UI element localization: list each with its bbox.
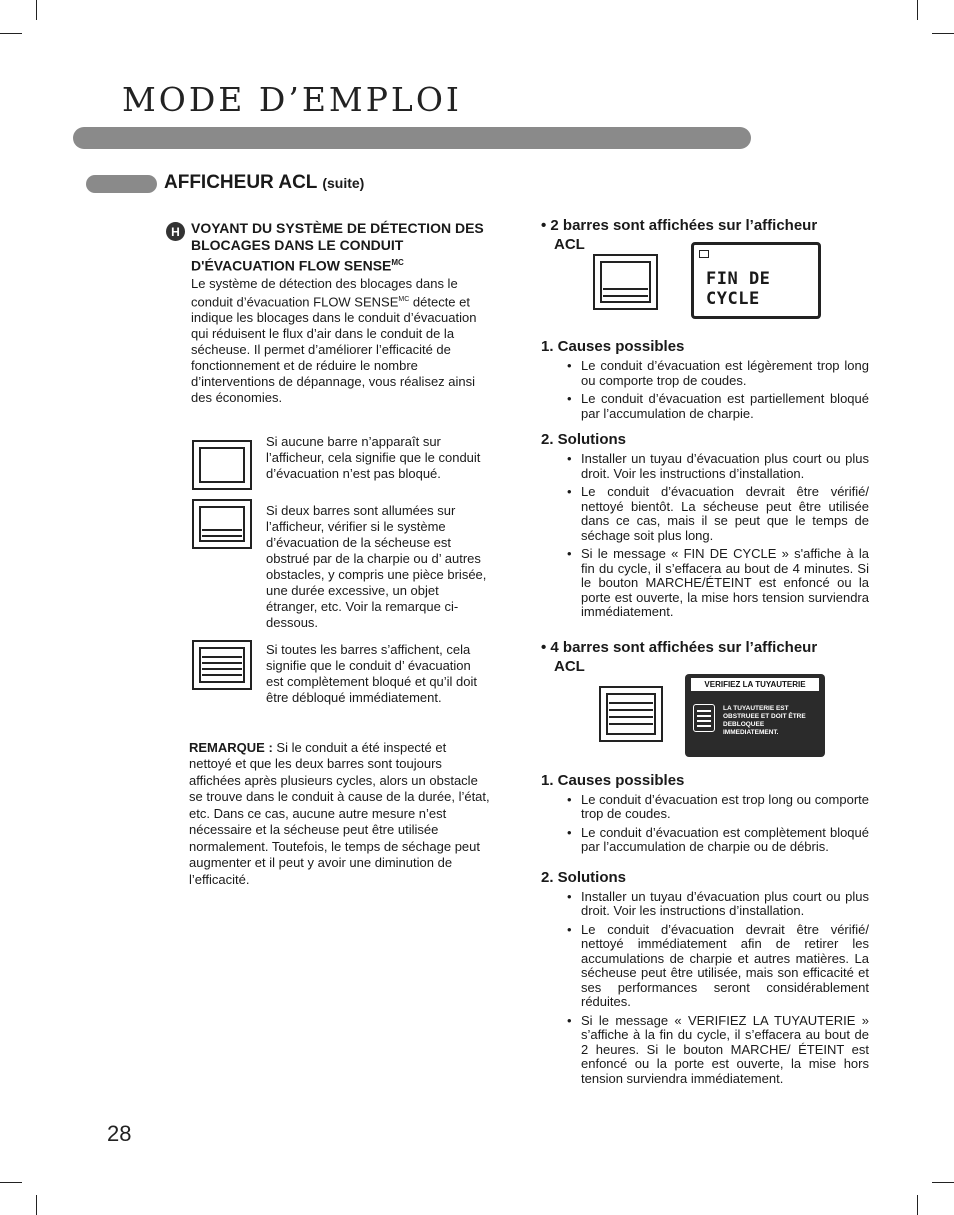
indicator-two-bars — [192, 503, 492, 631]
intro-sup: MC — [398, 295, 410, 303]
list-item: • Si le message « FIN DE CYCLE » s'affiche à la fin du cycle, il s’effacera au bout de 4 minutes. Si le bouton MARCHE/ÉTEINT est enfoncé ou la porte est ouverte, la mise hors tension surviendra immédiatement. — [541, 547, 869, 620]
duct-bar — [202, 529, 242, 531]
lcd-verifiez-tuyauterie — [685, 674, 825, 757]
causes-title: 1. Causes possibles — [541, 338, 685, 355]
four-bar-duct-icon — [192, 640, 252, 690]
two-bars-figure — [541, 254, 869, 338]
crop-mark — [917, 1195, 918, 1215]
lcd-text: FIN DE CYCLE — [706, 269, 771, 309]
lcd-mini-icon — [699, 250, 709, 258]
flow-sense-title-sup: MC — [391, 258, 404, 267]
remark-label: REMARQUE : — [189, 739, 273, 755]
duct-bar — [609, 716, 653, 718]
duct-frame — [199, 647, 245, 683]
duct-bar — [603, 295, 648, 297]
intro-part1: Le système de détection des blocages dans le conduit d’évacuation FLOW SENSE — [191, 275, 458, 309]
four-bars-heading-line1: • 4 barres sont affichées sur l’afficheur — [541, 638, 818, 656]
section-title-suffix: (suite) — [322, 175, 365, 191]
indicator-text: Si deux barres sont allumées sur l’afficheur, vérifier si le système d’évacuation de la sécheuse est obstrué par de la charpie ou d’ autres obstacles, y compris une pièce brisée, une durée excessive, un objet étranger, etc. Voir la remarque ci-dessous. — [266, 502, 487, 630]
list-item: • Le conduit d’évacuation est partiellement bloqué par l’accumulation de charpie. — [541, 392, 869, 421]
flow-sense-heading — [166, 220, 492, 275]
page-number: 28 — [107, 1121, 132, 1146]
duct-frame — [606, 693, 656, 735]
list-item: • Le conduit d’évacuation est complètement bloqué par l’accumulation de charpie ou de débris. — [541, 826, 869, 855]
list-item: • Installer un tuyau d’évacuation plus court ou plus droit. Voir les instructions d’installation. — [541, 452, 869, 481]
section-title-text: AFFICHEUR ACL — [164, 172, 318, 193]
duct-bar — [609, 702, 653, 704]
lcd-duct-icon — [693, 704, 715, 732]
two-bars-heading-line1: • 2 barres sont affichées sur l’afficheur — [541, 217, 818, 234]
solutions-list — [541, 890, 869, 1087]
h-badge: H — [166, 222, 185, 241]
lcd-duct-bar — [697, 725, 711, 727]
list-item: • Le conduit d’évacuation est trop long ou comporte trop de coudes. — [541, 793, 869, 822]
duct-bar — [202, 656, 242, 658]
lcd-fin-de-cycle — [691, 242, 821, 319]
crop-mark — [36, 0, 37, 20]
lcd-header: VERIFIEZ LA TUYAUTERIE — [691, 678, 819, 691]
four-bar-duct-icon — [599, 686, 663, 742]
indicator-four-bars — [192, 642, 492, 706]
right-column — [541, 216, 869, 1090]
lcd-duct-bar — [697, 720, 711, 722]
list-item: • Le conduit d’évacuation devrait être vérifié/ nettoyé bientôt. La sécheuse peut être utilisée dans ce cas, mais il se peut que le temps de séchage soit plus long. — [541, 485, 869, 543]
flow-sense-intro — [191, 276, 491, 406]
indicator-no-bar — [192, 434, 492, 490]
section-title — [164, 172, 364, 194]
indicator-text: Si toutes les barres s’affichent, cela signifie que le conduit d’ évacuation est complètement bloqué et qu’il doit être débloqué immédiatement. — [266, 641, 478, 705]
remark-text: Si le conduit a été inspecté et nettoyé et que les deux barres sont toujours affichées après plusieurs cycles, alors un obstacle se trouve dans le conduit à cause de la durée, l’état, etc. Dans ce cas, aucune autre mesure n’est nécessaire et la sécheuse peut être utilisée normalement. Toutefois, le temps de séchage peut augmenter et il peut y avoir une diminution de l’efficacité. — [189, 739, 490, 887]
title-bar — [73, 127, 751, 149]
crop-mark — [932, 33, 954, 34]
solutions-list — [541, 452, 869, 620]
page-title: MODE D’EMPLOI — [122, 80, 462, 119]
list-item: • Le conduit d’évacuation devrait être vérifié/ nettoyé immédiatement afin de retirer les accumulations de charpie et autres matières. La sécheuse peut être utilisée, mais son efficacité et ses performances seront considérablement réduites. — [541, 923, 869, 1010]
lcd-duct-bar — [697, 715, 711, 717]
crop-mark — [917, 0, 918, 20]
duct-bar — [202, 674, 242, 676]
list-item: • Le conduit d’évacuation est légèrement trop long ou comporte trop de coudes. — [541, 359, 869, 388]
remark-paragraph — [189, 740, 491, 889]
causes-list — [541, 793, 869, 855]
indicator-text: Si aucune barre n’apparaît sur l’afficheur, cela signifie que le conduit d’évacuation n’est pas bloqué. — [266, 433, 481, 481]
duct-bar — [202, 668, 242, 670]
crop-mark — [932, 1182, 954, 1183]
flow-sense-title-text: VOYANT DU SYSTÈME DE DÉTECTION DES BLOCAGES DANS LE CONDUIT D'ÉVACUATION FLOW SENSE — [191, 220, 484, 274]
intro-part2: détecte et indique les blocages dans le conduit d’évacuation qui réduisent le flux d’air dans le conduit de la sécheuse. Il permet d’améliorer l’efficacité de fonctionnement et de réduire le nombre d’interventions de dépannage, vous réalisez ainsi des économies. — [191, 293, 477, 405]
four-bars-heading — [541, 638, 869, 676]
crop-mark — [36, 1195, 37, 1215]
causes-title: 1. Causes possibles — [541, 771, 685, 789]
solutions-title: 2. Solutions — [541, 868, 627, 886]
crop-mark — [0, 33, 22, 34]
left-column — [166, 220, 492, 888]
duct-bar — [603, 288, 648, 290]
flow-sense-title — [191, 220, 491, 275]
list-item: • Installer un tuyau d’évacuation plus court ou plus droit. Voir les instructions d’installation. — [541, 890, 869, 919]
causes-list — [541, 359, 869, 421]
crop-mark — [0, 1182, 22, 1183]
no-bar-duct-icon — [192, 440, 252, 490]
four-bars-figure — [541, 676, 869, 772]
four-bars-heading-line2: ACL — [554, 657, 585, 675]
duct-frame — [199, 447, 245, 483]
lcd-message: LA TUYAUTERIE EST OBSTRUEE ET DOIT ÊTRE DEBLOQUEE IMMEDIATEMENT. — [723, 704, 806, 736]
two-bar-duct-icon — [192, 499, 252, 549]
solutions-title: 2. Solutions — [541, 431, 627, 448]
duct-bar — [609, 709, 653, 711]
duct-bar — [202, 662, 242, 664]
two-bar-duct-icon — [593, 254, 658, 310]
lcd-duct-bar — [697, 710, 711, 712]
duct-bar — [609, 723, 653, 725]
list-item: • Si le message « VERIFIEZ LA TUYAUTERIE » s’affiche à la fin du cycle, il s’effacera au bout de 2 heures. Si le bouton MARCHE/ ÉTEINT est enfoncé ou la porte est ouverte, la mise hors tension surviendra immédiatement. — [541, 1014, 869, 1087]
two-bars-heading-line2: ACL — [554, 236, 585, 253]
section-pill — [86, 175, 157, 193]
duct-bar — [202, 535, 242, 537]
